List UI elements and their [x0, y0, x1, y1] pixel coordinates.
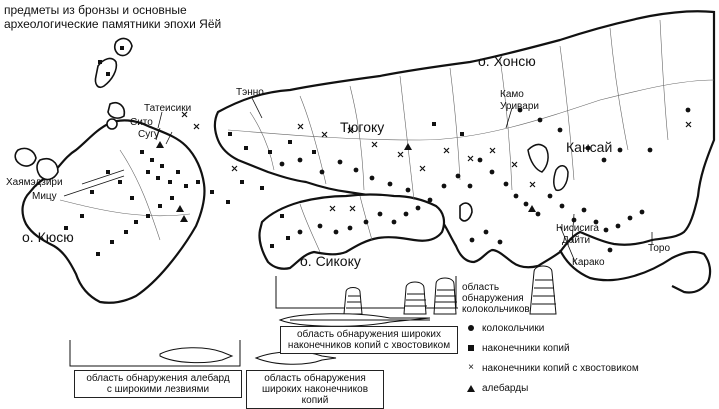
legend-row-tanged-spears: [460, 358, 700, 378]
site-urivari: Уривари: [500, 101, 539, 112]
island-north: [108, 103, 124, 118]
site-sugu: Сугу: [138, 129, 159, 140]
area-bells-line-2: обнаружения: [462, 293, 524, 304]
area-tanged-spears-line-2: наконечников копий с хвостовиком: [287, 340, 451, 351]
site-toro: Торо: [648, 243, 671, 254]
legend-spears-label: наконечники копий: [482, 342, 570, 354]
tanged-spearhead-icon: [280, 314, 430, 327]
legend-tanged-spears-label: наконечники копий с хвостовиком: [482, 362, 639, 374]
legend-row-halberds: [460, 378, 700, 398]
label-kyushu: о. Кюсю: [22, 229, 74, 245]
area-bells-line-1: область: [462, 282, 500, 293]
area-halberds: [74, 370, 242, 398]
title-line-1: предметы из бронзы и основные: [4, 3, 187, 17]
site-karako: Карако: [572, 257, 605, 268]
site-daiti: Дайти: [562, 235, 591, 246]
site-tenno: Тэнно: [236, 87, 264, 98]
label-chugoku: Тюгоку: [340, 119, 385, 135]
area-tanged-spears: [280, 326, 458, 354]
area-tanged-spears-line-1: область обнаружения широких: [297, 329, 441, 340]
dot-icon: [460, 325, 482, 331]
bell-icon: [434, 278, 458, 314]
iki-island: [107, 119, 117, 129]
area-halberds-line-1: область обнаружения алебард: [86, 373, 230, 384]
legend-bells-label: колокольчики: [482, 322, 545, 334]
label-shikoku: о. Сикоку: [300, 253, 361, 269]
site-haimadziri: Хаямэдзири: [6, 177, 63, 188]
site-tateishiki: Татеисики: [144, 103, 192, 114]
legend-row-spears: [460, 338, 700, 358]
legend-halberds-label: алебарды: [482, 382, 529, 394]
halberd-icon: [160, 348, 232, 363]
area-bells: [462, 282, 530, 315]
bell-icon: [344, 288, 362, 315]
triangle-icon: [460, 385, 482, 392]
area-spears-line-1: область обнаружения: [264, 373, 366, 384]
square-icon: [460, 345, 482, 351]
bell-icon: [404, 282, 427, 314]
title-line-2: археологические памятники эпохи Яёй: [4, 17, 222, 31]
site-nishisiga: Нисисига: [556, 223, 599, 234]
label-honshu: о. Хонсю: [478, 53, 536, 69]
cross-icon: ×: [468, 362, 474, 373]
bell-icon: [530, 266, 556, 314]
label-kansai: Кансай: [566, 139, 613, 155]
legend: [460, 318, 700, 398]
area-bells-line-3: колокольчиков: [462, 304, 530, 315]
map-title: [4, 3, 221, 31]
site-mitsu: Мицу: [32, 191, 57, 202]
site-kamo: Камо: [500, 89, 524, 100]
nagasaki-islets: [15, 148, 36, 166]
legend-row-bells: [460, 318, 700, 338]
area-halberds-line-2: с широкими лезвиями: [106, 384, 210, 395]
area-spears: [246, 370, 384, 409]
area-spears-line-2: широких наконечников копий: [261, 384, 369, 406]
site-sito: Сито: [130, 117, 153, 128]
